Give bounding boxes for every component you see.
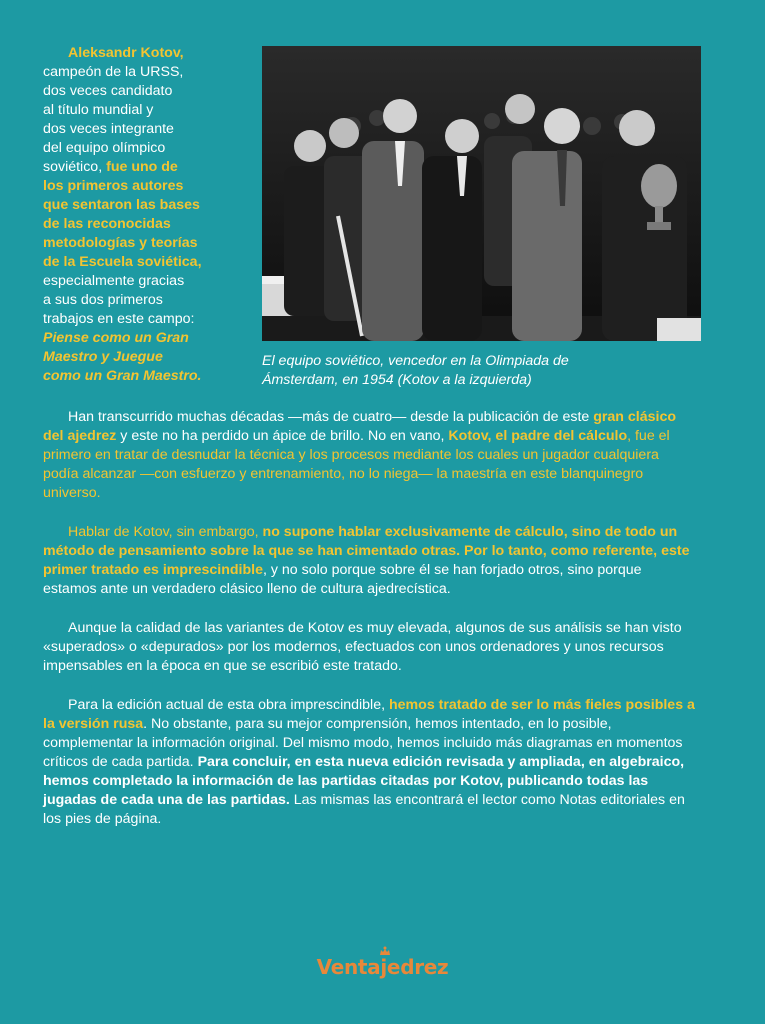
highlight-span: Hablar de Kotov, sin embargo,: [68, 524, 263, 540]
text-span: Las mismas las encontrará el lector como Notas editoriales en los pies de página.: [43, 792, 685, 827]
intro-line: dos veces integrante: [43, 121, 174, 137]
highlight-span: no supone hablar exclusivamente de cálculo, sino de todo un método de pensamiento sobre la que se han cimentado otras. Por lo tanto, como referente, este primer tratado es imprescindible: [43, 524, 690, 578]
text-span: Han transcurrido muchas décadas —más de cuatro— desde la publicación de este: [68, 409, 594, 425]
caption-line: El equipo soviético, vencedor en la Olimpiada de: [262, 353, 569, 369]
paragraph: [43, 619, 695, 676]
publisher-name-text: Ventajedrez: [316, 955, 449, 979]
highlight-span: gran clásico del ajedrez: [43, 409, 677, 444]
intro-line: campeón de la URSS,: [43, 64, 184, 80]
intro-highlight: de la Escuela soviética,: [43, 254, 202, 270]
intro-line: del equipo olímpico: [43, 140, 166, 156]
intro-line: a sus dos primeros: [43, 292, 163, 308]
intro-line: al título mundial y: [43, 102, 154, 118]
highlight-span: , fue el primero en tratar de desnudar la técnica y los procesos mediante los cuales un jugador cualquiera podía alcanzar —con esfuerzo y entrenamiento, no lo niega— la maestría en este blanquinegro universo.: [43, 428, 670, 501]
publisher-name: [317, 955, 449, 979]
book-title: Piense como un Gran: [43, 330, 189, 346]
publisher-logo: [0, 955, 765, 979]
intro-text: [43, 44, 258, 386]
photo-caption: [262, 352, 702, 390]
author-name: Aleksandr Kotov,: [68, 45, 184, 61]
body-text: [43, 408, 695, 849]
intro-highlight: los primeros autores: [43, 178, 184, 194]
intro-highlight: que sentaron las bases: [43, 197, 200, 213]
intro-line: especialmente gracias: [43, 273, 185, 289]
team-photo: [262, 46, 701, 341]
intro-text-span: soviético,: [43, 159, 107, 175]
text-span: , y no solo porque sobre él se han forjado otros, sino porque estamos ante un verdadero clásico lleno de cultura ajedrecística.: [43, 562, 642, 597]
highlight-span: Kotov, el padre del cálculo: [448, 428, 628, 444]
highlight-span: hemos tratado de ser lo más fieles posibles a la versión rusa: [43, 697, 695, 732]
intro-highlight: de las reconocidas: [43, 216, 171, 232]
intro-highlight: metodologías y teorías: [43, 235, 198, 251]
intro-line: dos veces candidato: [43, 83, 173, 99]
caption-line: Ámsterdam, en 1954 (Kotov a la izquierda): [262, 372, 532, 388]
paragraph: [43, 696, 695, 829]
text-span: . No obstante, para su mejor comprensión, hemos intentado, en lo posible, complementar la información original. Del mismo modo, hemos incluido más diagramas en momentos críticos de cada partida.: [43, 716, 683, 770]
text-span: Aunque la calidad de las variantes de Kotov es muy elevada, algunos de sus análisis se han visto «superados» o «depurados» por los modernos, efectuados con unos ordenadores y unos recursos impensables en la época en que se escribió este tratado.: [43, 620, 682, 674]
book-title: Maestro y Juegue: [43, 349, 163, 365]
crown-icon: [379, 946, 391, 956]
intro-line: [43, 158, 258, 177]
intro-highlight: fue uno de: [106, 159, 178, 175]
paragraph: [43, 523, 695, 599]
intro-line: trabajos en este campo:: [43, 311, 195, 327]
paragraph: [43, 408, 695, 503]
text-span: Para la edición actual de esta obra imprescindible,: [68, 697, 389, 713]
team-photo-illustration: [262, 46, 701, 341]
book-title: como un Gran Maestro.: [43, 368, 202, 384]
bold-span: Para concluir, en esta nueva edición revisada y ampliada, en algebraico, hemos completado la información de las partidas citadas por Kotov, publicando todas las jugadas de cada una de las partidas.: [43, 754, 685, 808]
text-span: y este no ha perdido un ápice de brillo. No en vano,: [116, 428, 449, 444]
